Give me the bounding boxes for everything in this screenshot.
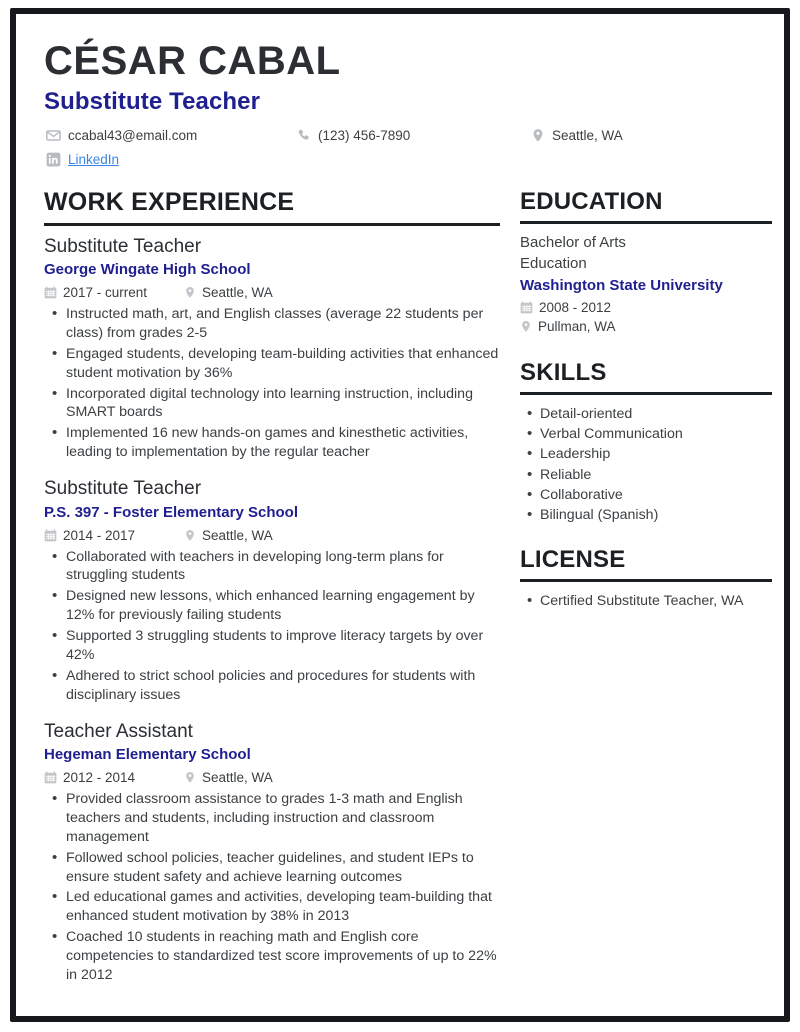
bullet-item: • Supported 3 struggling students to improve literacy targets by over 42% <box>44 627 500 665</box>
bullet-item: • Led educational games and activities, developing team-building that enhanced student motivation by 38% in 2013 <box>44 888 500 926</box>
experience-bullets <box>44 305 500 462</box>
education-location-group <box>520 319 772 334</box>
license-section <box>520 547 772 612</box>
education-dates: 2008 - 2012 <box>539 299 612 315</box>
contact-location <box>531 128 623 143</box>
section-divider <box>44 223 500 226</box>
experience-entry <box>44 477 500 705</box>
bullet-item: • Implemented 16 new hands-on games and kinesthetic activities, leading to implementation by the regular teacher <box>44 424 500 462</box>
bullet-item: • Collaborated with teachers in developing long-term plans for struggling students <box>44 548 500 586</box>
bullet-item: • Engaged students, developing team-building activities that enhanced student motivation by 36% <box>44 345 500 383</box>
list-item: • Certified Substitute Teacher, WA <box>520 591 772 611</box>
contact-linkedin-text[interactable]: LinkedIn <box>68 152 120 167</box>
left-column <box>38 189 500 1000</box>
phone-icon <box>296 128 311 143</box>
education-field: Education <box>520 254 587 272</box>
bullet-item: • Adhered to strict school policies and procedures for students with disciplinary issues <box>44 667 500 705</box>
list-item: • Reliable <box>520 465 772 485</box>
experience-location-group <box>184 770 273 785</box>
list-item: • Leadership <box>520 444 772 464</box>
experience-organization: P.S. 397 - Foster Elementary School <box>44 503 298 521</box>
bullet-item: • Followed school policies, teacher guidelines, and student IEPs to ensure student safety and achieve learning outcomes <box>44 849 500 887</box>
experience-entry <box>44 720 500 985</box>
contact-linkedin[interactable] <box>46 152 119 167</box>
experience-organization: Hegeman Elementary School <box>44 746 251 764</box>
experience-location: Seattle, WA <box>202 527 273 543</box>
section-divider <box>520 392 772 395</box>
experience-bullets <box>44 790 500 985</box>
contact-location-text: Seattle, WA <box>552 128 623 143</box>
calendar-icon <box>520 301 533 314</box>
calendar-icon <box>44 529 57 542</box>
map-pin-icon <box>184 286 196 299</box>
envelope-icon <box>46 128 61 143</box>
experience-dates: 2014 - 2017 <box>63 527 136 543</box>
skills-list <box>520 404 772 525</box>
list-item: • Bilingual (Spanish) <box>520 505 772 525</box>
section-heading-skills: SKILLS <box>520 358 607 386</box>
map-pin-icon <box>531 128 545 143</box>
bullet-item: • Provided classroom assistance to grades 1-3 math and English teachers and students, including instruction and classroom management <box>44 790 500 847</box>
education-location: Pullman, WA <box>538 318 616 334</box>
experience-dates-group <box>44 528 184 543</box>
experience-dates-group <box>44 770 184 785</box>
section-heading-education: EDUCATION <box>520 188 663 215</box>
map-pin-icon <box>184 529 196 542</box>
candidate-name: CÉSAR CABAL <box>44 39 341 83</box>
experience-location: Seattle, WA <box>202 285 273 300</box>
experience-bullets <box>44 548 500 705</box>
section-divider <box>520 221 772 224</box>
section-heading-work-experience: WORK EXPERIENCE <box>44 188 295 216</box>
contact-email[interactable] <box>46 128 296 143</box>
bullet-item: • Coached 10 students in reaching math and English core competencies to standardized test score improvements of up to 22% in 2012 <box>44 928 500 985</box>
contact-email-text: ccabal43@email.com <box>68 128 198 143</box>
bullet-item: • Incorporated digital technology into learning instruction, including SMART boards <box>44 385 500 423</box>
education-degree: Bachelor of Arts <box>520 234 626 252</box>
contact-row-secondary <box>46 152 762 167</box>
calendar-icon <box>44 771 57 784</box>
experience-dates-group <box>44 285 184 300</box>
resume-header <box>38 40 762 167</box>
experience-dates: 2017 - current <box>63 285 148 300</box>
experience-location-group <box>184 528 273 543</box>
section-heading-license: LICENSE <box>520 546 626 573</box>
list-item: • Detail-oriented <box>520 404 772 424</box>
education-section <box>520 189 772 334</box>
experience-entry <box>44 235 500 463</box>
experience-organization: George Wingate High School <box>44 261 251 279</box>
skills-section <box>520 360 772 525</box>
candidate-job-title: Substitute Teacher <box>44 88 261 115</box>
experience-dates: 2012 - 2014 <box>63 770 136 785</box>
bullet-item: • Instructed math, art, and English classes (average 22 students per class) from grades 2-5 <box>44 305 500 343</box>
experience-meta <box>44 285 500 300</box>
resume-page <box>10 8 790 1022</box>
education-school: Washington State University <box>520 277 723 295</box>
list-item: • Verbal Communication <box>520 424 772 444</box>
contact-phone[interactable] <box>296 128 531 143</box>
experience-role: Substitute Teacher <box>44 235 202 257</box>
experience-meta <box>44 528 500 543</box>
map-pin-icon <box>520 320 532 333</box>
experience-location: Seattle, WA <box>202 770 273 785</box>
list-item: • Collaborative <box>520 485 772 505</box>
education-dates-group <box>520 300 772 315</box>
section-divider <box>520 579 772 582</box>
contact-phone-text: (123) 456-7890 <box>318 128 411 143</box>
column-gap <box>500 189 520 1000</box>
experience-role: Teacher Assistant <box>44 720 193 742</box>
contact-row-primary <box>46 128 762 143</box>
experience-meta <box>44 770 500 785</box>
map-pin-icon <box>184 771 196 784</box>
resume-body <box>38 189 762 1000</box>
calendar-icon <box>44 286 57 299</box>
experience-role: Substitute Teacher <box>44 478 202 499</box>
right-column <box>520 189 772 1000</box>
bullet-item: • Designed new lessons, which enhanced learning engagement by 12% for previously failing students <box>44 587 500 625</box>
linkedin-icon <box>46 152 61 167</box>
experience-location-group <box>184 285 273 300</box>
license-list <box>520 591 772 611</box>
